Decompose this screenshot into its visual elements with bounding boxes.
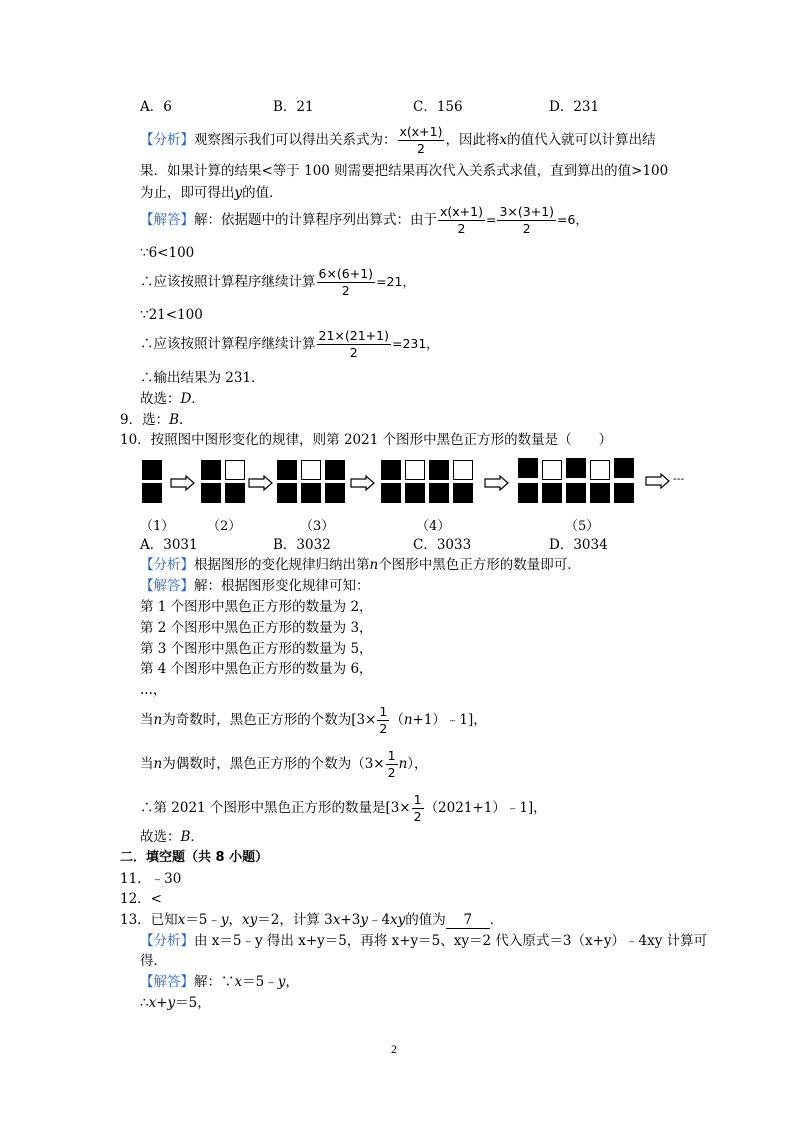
black-square: [201, 483, 221, 503]
q10-option-d: D．3034: [549, 537, 608, 553]
q10-final: ∴第 2021 个图形中黑色正方形的数量是[3× $\frac{1}{2}$ （2021+1）﹣1]，: [140, 792, 547, 824]
black-square: [429, 483, 449, 503]
fraction: $\frac{x(x+1)}{2}$: [399, 124, 443, 156]
q10-odd-formula: 当n为奇数时，黑色正方形的个数为[3× $\frac{1}{2}$ （n+1）﹣1]，: [140, 704, 487, 736]
q8-answer-line1: 【解答】解：依据题中的计算程序列出算式：由于 $\frac{x(x+1)}{2}$ = $\frac{3\times(3+1)}{2}$ =6，: [140, 204, 588, 236]
q8-choose: 故选：D．: [140, 391, 205, 407]
answer-tag: 【解答】: [140, 578, 194, 594]
fraction: $\frac{x(x+1)}{2}$: [440, 204, 483, 236]
black-square: [277, 460, 297, 480]
black-square: [429, 460, 449, 480]
q13-analysis-line1: 【分析】由 x＝5﹣y 得出 x+y＝5，再将 x+y＝5、xy＝2 代入原式＝3（x+y）﹣4xy 计算可: [140, 933, 708, 949]
white-square: [453, 460, 473, 480]
q11-answer: 11．﹣30: [120, 871, 182, 887]
q10-option-c: C．3033: [413, 537, 472, 553]
q10-even-formula: 当n为偶数时，黑色正方形的个数为（3× $\frac{1}{2}$ n），: [140, 748, 428, 780]
q10-choose: 故选：B．: [140, 829, 204, 845]
figure-label-2: （2）: [207, 519, 242, 534]
q10-count-4: 第 4 个图形中黑色正方形的数量为 6，: [140, 661, 373, 677]
right-arrow-icon: [170, 475, 196, 491]
figure-label-1: （1）: [140, 519, 175, 534]
black-square: [277, 483, 297, 503]
black-square: [142, 483, 162, 503]
black-square: [566, 458, 586, 478]
white-square: [301, 460, 321, 480]
black-square: [614, 483, 634, 503]
section-title: 二．填空题（共 8 小题）: [120, 850, 269, 865]
black-square: [201, 460, 221, 480]
q13-stem: 13．已知x＝5﹣y，xy＝2，计算 3x+3y﹣4xy的值为 7 ．: [120, 912, 504, 928]
q8-continue-1: ∴应该按照计算程序继续计算 $\frac{6\times(6+1)}{2}$ =21，: [140, 266, 415, 298]
black-square: [542, 483, 562, 503]
q8-since-1: ∵6<100: [140, 245, 195, 261]
q8-analysis-line1: 【分析】观察图示我们可以得出关系式为： $\frac{x(x+1)}{2}$ ，因此将x的值代入就可以计算出结: [140, 124, 656, 156]
black-square: [614, 458, 634, 478]
q12-answer: 12．<: [120, 891, 162, 907]
white-square: [542, 460, 562, 480]
white-square: [590, 460, 610, 480]
black-square: [405, 483, 425, 503]
analysis-tag: 【分析】: [140, 933, 194, 949]
figure-label-4: （4）: [416, 519, 451, 534]
figure-label-5: （5）: [565, 519, 600, 534]
answer-blank: 7: [446, 912, 490, 929]
black-square: [453, 483, 473, 503]
q10-count-2: 第 2 个图形中黑色正方形的数量为 3，: [140, 620, 373, 636]
q10-answer-line1: 【解答】解：根据图形变化规律可知：: [140, 578, 370, 594]
q13-answer-line2: ∴x+y＝5，: [140, 995, 211, 1011]
page-number: 2: [391, 1042, 397, 1056]
q8-analysis-line3: 为止，即可得出y的值．: [140, 185, 283, 201]
black-square: [590, 483, 610, 503]
q8-analysis-line2: 果．如果计算的结果<等于 100 则需要把结果再次代入关系式求值，直到算出的值>100: [140, 163, 669, 179]
answer-tag: 【解答】: [140, 974, 194, 990]
black-square: [518, 483, 538, 503]
fraction: $\frac{1}{2}$: [413, 792, 422, 824]
figure-continuation: ---: [673, 472, 685, 485]
black-square: [381, 483, 401, 503]
black-square: [381, 460, 401, 480]
q8-option-c: C．156: [413, 99, 463, 115]
q10-option-a: A．3031: [140, 537, 198, 553]
white-square: [225, 460, 245, 480]
q8-option-a: A．6: [140, 99, 172, 115]
black-square: [142, 460, 162, 480]
fraction: $\frac{21\times(21+1)}{2}$: [318, 328, 389, 360]
fraction: $\frac{3\times(3+1)}{2}$: [499, 204, 555, 236]
right-arrow-icon: [350, 475, 376, 491]
analysis-tag: 【分析】: [140, 132, 194, 148]
fraction: $\frac{1}{2}$: [387, 748, 396, 780]
q8-output: ∴输出结果为 231．: [140, 370, 265, 386]
q13-analysis-line2: 得．: [140, 953, 167, 969]
q10-count-3: 第 3 个图形中黑色正方形的数量为 5，: [140, 641, 373, 657]
fraction: $\frac{6\times(6+1)}{2}$: [318, 266, 374, 298]
white-square: [405, 460, 425, 480]
q8-option-b: B．21: [273, 99, 314, 115]
right-arrow-icon: [645, 473, 671, 489]
q10-stem: 10．按照图中图形变化的规律，则第 2021 个图形中黑色正方形的数量是（ ）: [120, 432, 613, 448]
right-arrow-icon: [484, 475, 510, 491]
black-square: [325, 483, 345, 503]
black-square: [566, 483, 586, 503]
black-square: [325, 460, 345, 480]
q13-answer-line1: 【解答】解：∵x＝5﹣y，: [140, 974, 299, 990]
q8-continue-2: ∴应该按照计算程序继续计算 $\frac{21\times(21+1)}{2}$ =231，: [140, 328, 439, 360]
black-square: [301, 483, 321, 503]
q10-ellipsis: ...，: [140, 682, 167, 698]
answer-tag: 【解答】: [140, 212, 194, 228]
black-square: [518, 458, 538, 478]
q10-count-1: 第 1 个图形中黑色正方形的数量为 2，: [140, 599, 373, 615]
black-square: [225, 483, 245, 503]
q10-analysis: 【分析】根据图形的变化规律归纳出第n个图形中黑色正方形的数量即可．: [140, 557, 581, 573]
figure-label-3: （3）: [300, 519, 335, 534]
q9-answer: 9．选：B．: [120, 412, 193, 428]
q8-option-d: D．231: [549, 99, 600, 115]
q8-since-2: ∵21<100: [140, 307, 203, 323]
q10-option-b: B．3032: [273, 537, 331, 553]
right-arrow-icon: [248, 475, 274, 491]
analysis-tag: 【分析】: [140, 557, 194, 573]
fraction: $\frac{1}{2}$: [379, 704, 388, 736]
